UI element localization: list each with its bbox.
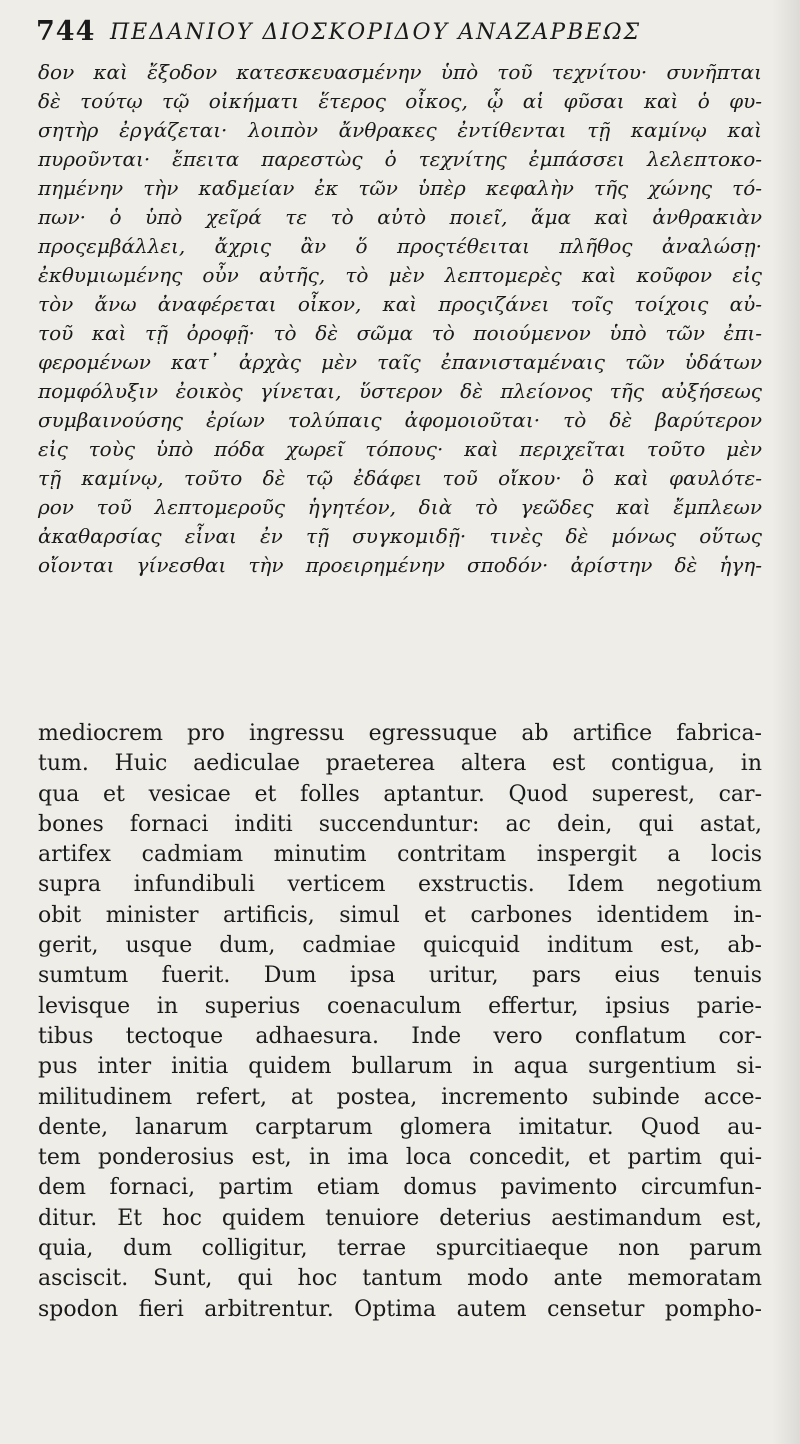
latin-line: gerit, usque dum, cadmiae quicquid inditum est, ab-	[38, 933, 762, 959]
latin-line: artifex cadmiam minutim contritam inspergit a locis	[38, 842, 762, 868]
greek-line: ἐκθυμιωμένης οὖν αὐτῆς, τὸ μὲν λεπτομερὲς καὶ κοῦφον εἰς	[38, 263, 762, 287]
greek-line: πυροῦνται· ἔπειτα παρεστὼς ὁ τεχνίτης ἐμπάσσει λελεπτοκο-	[38, 147, 762, 171]
latin-line: asciscit. Sunt, qui hoc tantum modo ante memoratam	[38, 1266, 762, 1292]
latin-line: mediocrem pro ingressu egressuque ab artifice fabrica-	[38, 721, 762, 746]
greek-line: προςεμβάλλει, ἄχρις ἂν ὅ προςτέθειται πλῆθος ἀναλώσῃ·	[38, 234, 762, 258]
greek-line: οἴονται γίνεσθαι τὴν προειρημένην σποδόν· ἀρίστην δὲ ἡγη-	[38, 553, 762, 577]
greek-line: σητὴρ ἐργάζεται· λοιπὸν ἄνθρακες ἐντίθενται τῇ καμίνῳ καὶ	[38, 118, 762, 142]
greek-line: ρον τοῦ λεπτομεροῦς ἡγητέον, διὰ τὸ γεῶδες καὶ ἔμπλεων	[38, 495, 762, 519]
latin-line: quia, dum colligitur, terrae spurcitiaeque non parum	[38, 1236, 762, 1262]
latin-line: levisque in superius coenaculum effertur, ipsius parie-	[38, 993, 762, 1019]
latin-line: qua et vesicae et folles aptantur. Quod superest, car-	[38, 781, 762, 807]
greek-line: ἀκαθαρσίας εἶναι ἐν τῇ συγκομιδῇ· τινὲς δὲ μόνως οὕτως	[38, 524, 762, 548]
greek-line: εἰς τοὺς ὑπὸ πόδα χωρεῖ τόπους· καὶ περιχεῖται τοῦτο μὲν	[38, 437, 762, 461]
greek-line: πημένην τὴν καδμείαν ἐκ τῶν ὑπὲρ κεφαλὴν τῆς χώνης τό-	[38, 176, 762, 200]
latin-line: spodon fieri arbitrentur. Optima autem censetur pompho-	[38, 1296, 762, 1322]
latin-line: dente, lanarum carptarum glomera imitatur. Quod au-	[38, 1114, 762, 1140]
greek-line: δον καὶ ἔξοδον κατεσκευασμένην ὑπὸ τοῦ τεχνίτου· συνῆπται	[38, 60, 762, 84]
greek-line: πων· ὁ ὑπὸ χεῖρά τε τὸ αὐτὸ ποιεῖ, ἅμα καὶ ἀνθρακιὰν	[38, 205, 762, 229]
latin-line: pus inter initia quidem bullarum in aqua surgentium si-	[38, 1054, 762, 1080]
latin-line: tum. Huic aediculae praeterea altera est contigua, in	[38, 751, 762, 777]
latin-text-block	[38, 719, 762, 1325]
greek-text-block	[38, 58, 762, 580]
latin-line: militudinem refert, at postea, incremento subinde acce-	[38, 1084, 762, 1110]
latin-line: dem fornaci, partim etiam domus pavimento circumfun-	[38, 1175, 762, 1201]
latin-line: supra infundibuli verticem exstructis. Idem negotium	[38, 872, 762, 898]
latin-line: obit minister artificis, simul et carbones identidem in-	[38, 902, 762, 928]
running-head: ΠΕΔΑΝΙΟΥ ΔΙΟΣΚΟΡΙΔΟΥ ΑΝΑΖΑΡΒΕΩΣ	[110, 20, 642, 45]
greek-line: συμβαινούσης ἐρίων τολύπαις ἀφομοιοῦται· τὸ δὲ βαρύτερον	[38, 408, 762, 432]
latin-line: tem ponderosius est, in ima loca concedit, et partim qui-	[38, 1145, 762, 1171]
latin-line: bones fornaci inditi succenduntur: ac dein, qui astat,	[38, 811, 762, 837]
greek-line: τοῦ καὶ τῇ ὀροφῇ· τὸ δὲ σῶμα τὸ ποιούμενον ὑπὸ τῶν ἐπι-	[38, 321, 762, 345]
greek-line: φερομένων κατ᾽ ἀρχὰς μὲν ταῖς ἐπανισταμέναις τῶν ὑδάτων	[38, 350, 762, 374]
page-number: 744	[36, 16, 96, 47]
page-edge-shadow	[772, 0, 800, 1444]
page-header	[36, 12, 776, 54]
greek-line: τῇ καμίνῳ, τοῦτο δὲ τῷ ἐδάφει τοῦ οἴκου· ὃ καὶ φαυλότε-	[38, 466, 762, 490]
latin-line: tibus tectoque adhaesura. Inde vero conflatum cor-	[38, 1023, 762, 1049]
latin-line: sumtum fuerit. Dum ipsa uritur, pars eius tenuis	[38, 963, 762, 989]
latin-line: ditur. Et hoc quidem tenuiore deterius aestimandum est,	[38, 1205, 762, 1231]
greek-line: τὸν ἄνω ἀναφέρεται οἶκον, καὶ προςιζάνει τοῖς τοίχοις αὐ-	[38, 292, 762, 316]
greek-line: δὲ τούτῳ τῷ οἰκήματι ἕτερος οἶκος, ᾧ αἱ φῦσαι καὶ ὁ φυ-	[38, 89, 762, 113]
greek-line: πομφόλυξιν ἐοικὸς γίνεται, ὕστερον δὲ πλείονος τῆς αὐξήσεως	[38, 379, 762, 403]
